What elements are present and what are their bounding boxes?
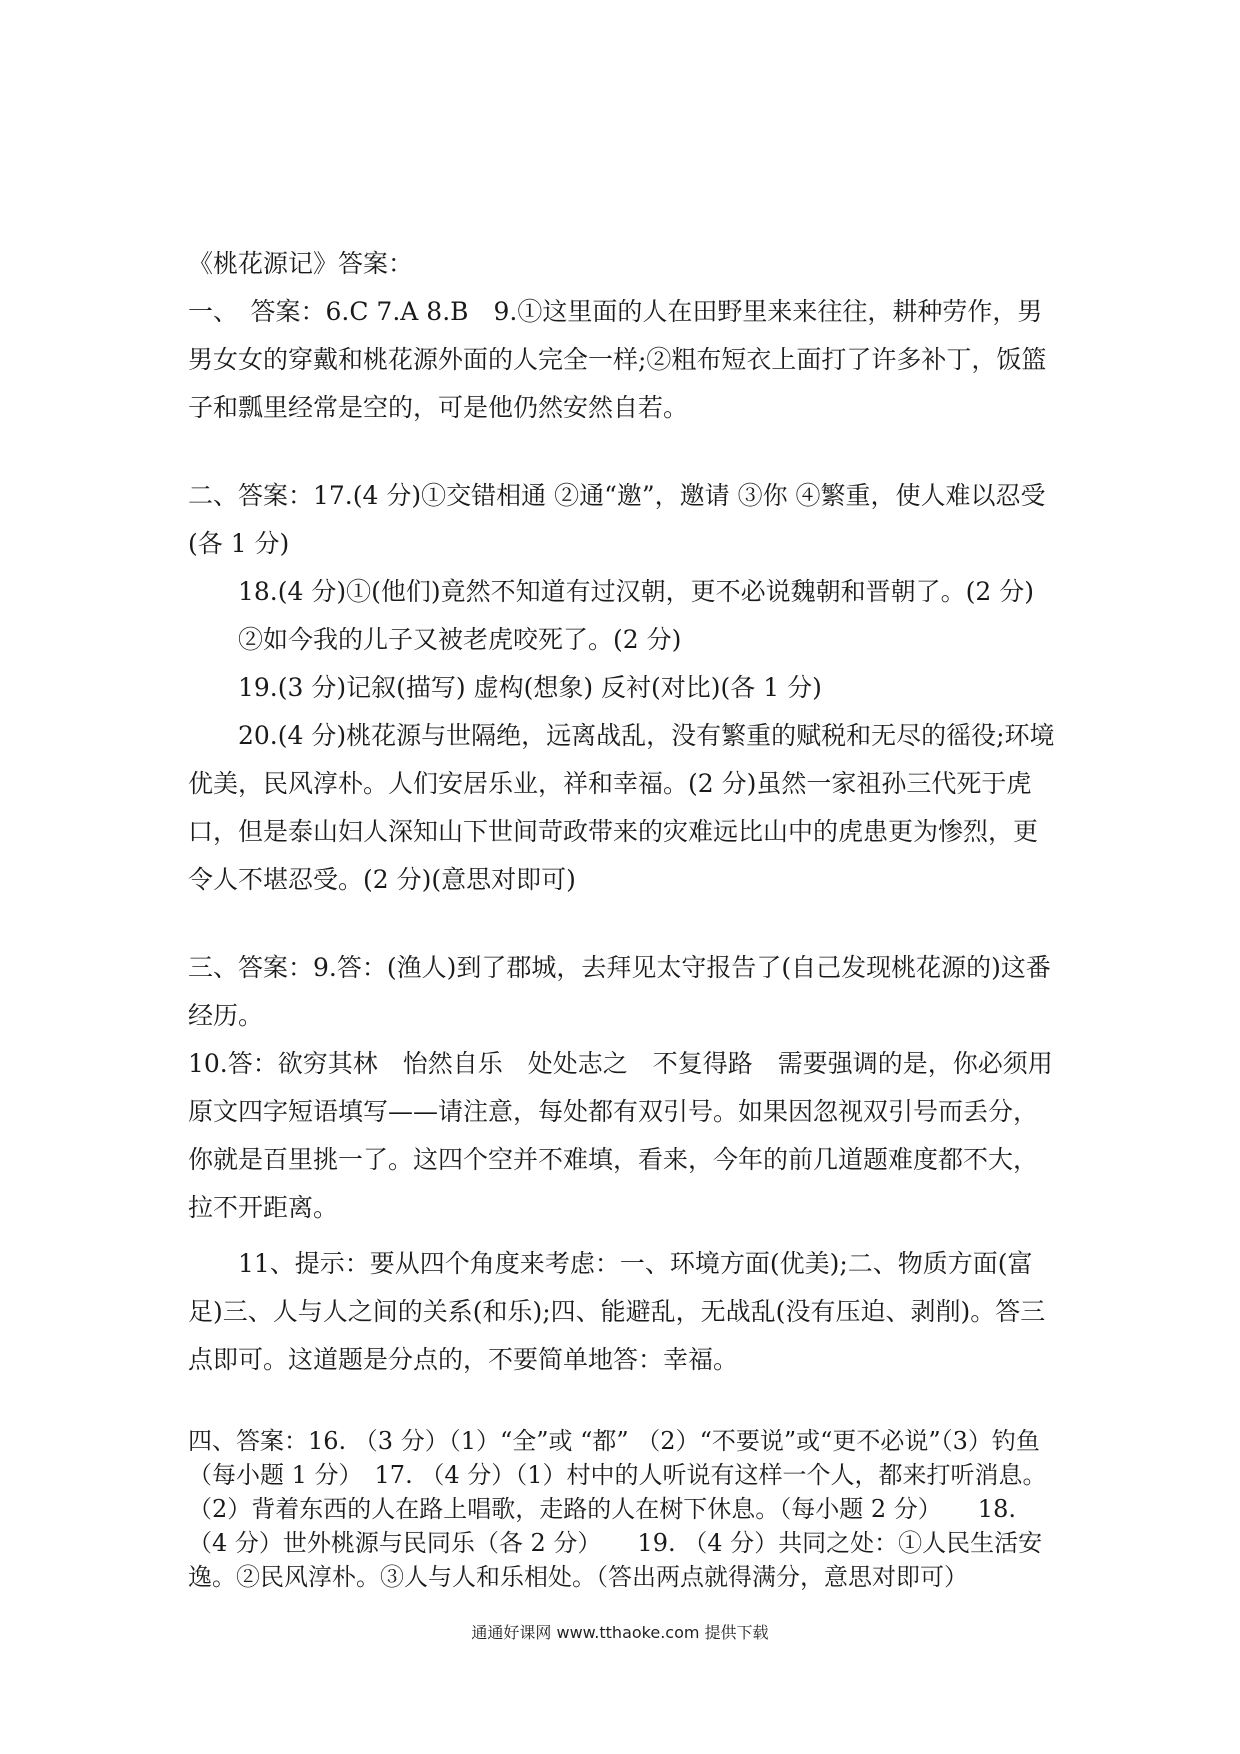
footer-source: 通通好课网 www.tthaoke.com 提供下载 — [471, 1623, 769, 1642]
spacer — [188, 904, 1060, 944]
section-2-q19: 19.(3 分)记叙(描写) 虚构(想象) 反衬(对比)(各 1 分) — [238, 673, 822, 702]
section-3-q11: 11、提示：要从四个角度来考虑：一、环境方面(优美);二、物质方面(富足)三、人与人之间的关系(和乐);四、能避乱，无战乱(没有压迫、剥削)。答三点即可。这道题是分点的，不要简单地答：幸福。 — [188, 1249, 1046, 1374]
section-1-answers: 一、 答案：6.C 7.A 8.B 9.①这里面的人在田野里来来往往，耕种劳作，男男女女的穿戴和桃花源外面的人完全一样;②粗布短衣上面打了许多补丁，饭篮子和瓢里经常是空的，可是他仍然安然自若。 — [188, 297, 1047, 422]
section-2-q17: 二、答案：17.(4 分)①交错相通 ②通“邀”，邀请 ③你 ④繁重，使人难以忍受(各 1 分) — [188, 481, 1046, 558]
section-2-q18a: 18.(4 分)①(他们)竟然不知道有过汉朝，更不必说魏朝和晋朝了。(2 分) — [238, 577, 1034, 606]
section-2-q20: 20.(4 分)桃花源与世隔绝，远离战乱，没有繁重的赋税和无尽的徭役;环境优美，民风淳朴。人们安居乐业，祥和幸福。(2 分)虽然一家祖孙三代死于虎口，但是泰山妇人深知山下世间苛政带来的灾难远比山中的虎患更为惨烈，更令人不堪忍受。(2 分)(意思对即可) — [188, 721, 1055, 894]
section-3-q9: 三、答案：9.答：(渔人)到了郡城，去拜见太守报告了(自己发现桃花源的)这番经历。 — [188, 953, 1051, 1030]
spacer — [188, 1232, 1060, 1240]
spacer — [188, 1384, 1060, 1424]
answer-content — [188, 240, 1060, 1594]
section-3-q10: 10.答：欲穷其林 怡然自乐 处处志之 不复得路 需要强调的是，你必须用原文四字短语填写——请注意，每处都有双引号。如果因忽视双引号而丢分，你就是百里挑一了。这四个空并不难填，看来，今年的前几道题难度都不大，拉不开距离。 — [188, 1049, 1053, 1222]
section-4-answers: 四、答案：16. （3 分）（1）“全”或 “都” （2）“不要说”或“更不必说”（3）钓鱼（每小题 1 分） 17. （4 分）（1）村中的人听说有这样一个人，都来打听消息。（2）背着东西的人在路上唱歌，走路的人在树下休息。（每小题 2 分） 18. （4 分）世外桃源与民同乐（各 2 分） 19. （4 分）共同之处：①人民生活安逸。②民风淳朴。③人与人和乐相处。（答出两点就得满分，意思对即可） — [188, 1427, 1047, 1591]
spacer — [188, 432, 1060, 472]
section-2-q18b: ②如今我的儿子又被老虎咬死了。(2 分) — [238, 625, 682, 654]
doc-title: 《桃花源记》答案： — [188, 249, 414, 278]
